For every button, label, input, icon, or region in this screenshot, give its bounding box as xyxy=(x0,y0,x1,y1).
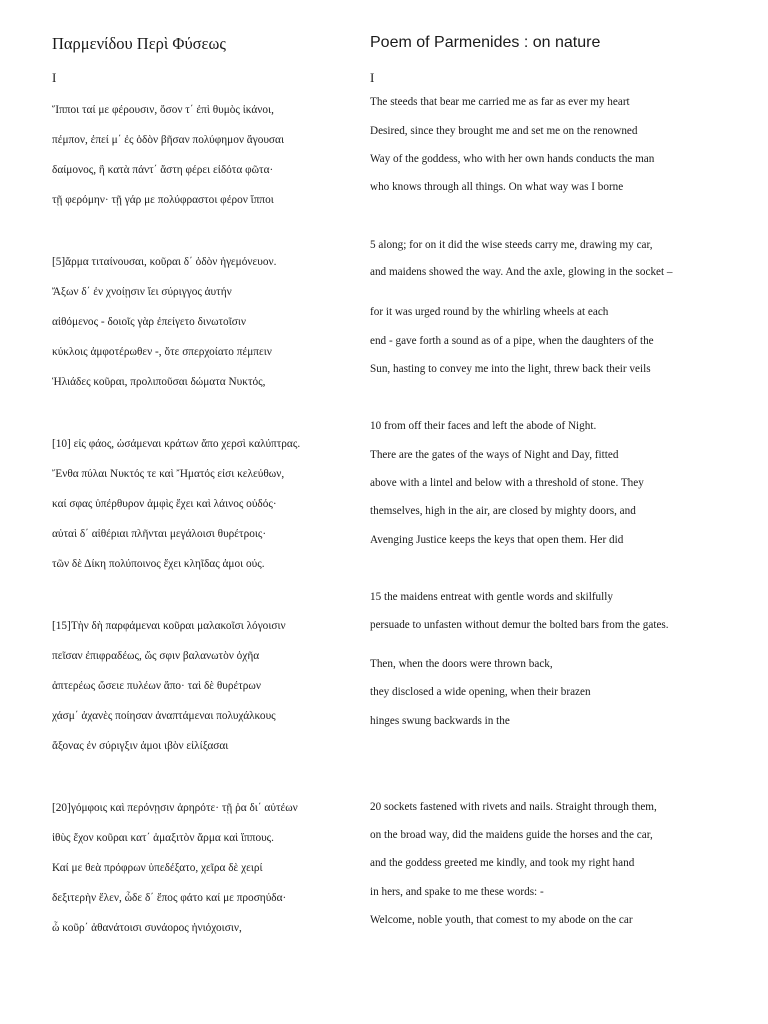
greek-line: Ἵπποι ταί με φέρουσιν, ὅσον τ΄ ἐπὶ θυμὸς ἱκάνοι, xyxy=(52,104,274,116)
english-line: 10 from off their faces and left the abode of Night. xyxy=(370,420,597,432)
english-line: 20 sockets fastened with rivets and nails. Straight through them, xyxy=(370,801,657,813)
greek-line: αἰθόμενος - δοιοῖς γὰρ ἐπείγετο δινωτοῖσιν xyxy=(52,316,246,328)
greek-line: τῶν δὲ Δίκη πολύποινος ἔχει κληῖδας ἀμοι ούς. xyxy=(52,558,265,570)
greek-line: δεξιτερὴν ἕλεν, ὧδε δ΄ ἔπος φάτο καί με προσηύδα· xyxy=(52,892,287,904)
english-line: above with a lintel and below with a threshold of stone. They xyxy=(370,477,644,489)
greek-line: πέμπον, ἐπεί μ΄ ἐς ὁδὸν βῆσαν πολύφημον ἄγουσαι xyxy=(52,134,284,146)
english-line: end - gave forth a sound as of a pipe, when the daughters of the xyxy=(370,335,654,347)
greek-line: τῇ φερόμην· τῇ γάρ με πολύφραστοι φέρον ἵπποι xyxy=(52,194,274,206)
english-section-number: I xyxy=(370,70,375,85)
english-line: they disclosed a wide opening, when their brazen xyxy=(370,686,591,698)
greek-line: καί σφας ὑπέρθυρον ἀμφὶς ἔχει καὶ λάινος οὐδός· xyxy=(52,498,277,510)
greek-line: [5]ἅρμα τιταίνουσαι, κοῦραι δ΄ ὁδὸν ἡγεμόνευον. xyxy=(52,256,277,268)
english-line: 15 the maidens entreat with gentle words and skilfully xyxy=(370,591,613,603)
greek-line: δαίμονος, ἣ κατὰ πάντ΄ ἄστη φέρει εἰδότα φῶτα· xyxy=(52,164,274,176)
greek-line: ἰθὺς ἔχον κοῦραι κατ΄ ἀμαξιτὸν ἅρμα καὶ ἵππους. xyxy=(52,832,274,844)
english-line: Desired, since they brought me and set me on the renowned xyxy=(370,125,638,137)
greek-line: [10] εἰς φάος, ὠσάμεναι κράτων ἄπο χερσὶ καλύπτρας. xyxy=(52,438,301,450)
greek-line: [20]γόμφοις καὶ περόνῃσιν ἀρηρότε· τῇ ῥα δι΄ αὐτέων xyxy=(52,802,298,814)
greek-line: πεῖσαν ἐπιφραδέως, ὥς σφιν βαλανωτὸν ὀχῆα xyxy=(52,650,260,662)
english-line: Way of the goddess, who with her own hands conducts the man xyxy=(370,153,655,165)
english-title: Poem of Parmenides : on nature xyxy=(370,34,601,51)
greek-line: κύκλοις ἀμφοτέρωθεν -, ὅτε σπερχοίατο πέμπειν xyxy=(52,346,272,358)
english-line: on the broad way, did the maidens guide the horses and the car, xyxy=(370,829,653,841)
english-line: Avenging Justice keeps the keys that open them. Her did xyxy=(370,534,624,546)
english-line: hinges swung backwards in the xyxy=(370,715,510,727)
greek-line: ἄξονας ἐν σύριγξιν ἀμοι ιβὸν εἰλίξασαι xyxy=(52,740,229,752)
english-line: in hers, and spake to me these words: - xyxy=(370,886,544,898)
greek-line: [15]Τὴν δὴ παρφάμεναι κοῦραι μαλακοῖσι λόγοισιν xyxy=(52,620,286,632)
english-line: who knows through all things. On what way was I borne xyxy=(370,181,624,193)
greek-line: ἀπτερέως ὤσειε πυλέων ἄπο· ταὶ δὲ θυρέτρων xyxy=(52,680,261,692)
english-line: for it was urged round by the whirling wheels at each xyxy=(370,306,609,318)
english-line: 5 along; for on it did the wise steeds carry me, drawing my car, xyxy=(370,239,653,251)
greek-line: Ἔνθα πύλαι Νυκτός τε καὶ Ἤματός εἰσι κελεύθων, xyxy=(52,468,285,480)
greek-line: Καί με θεὰ πρόφρων ὑπεδέξατο, χεῖρα δὲ χειρί xyxy=(52,862,263,874)
greek-line: ὦ κοῦρ΄ ἀθανάτοισι συνάορος ἡνιόχοισιν, xyxy=(52,922,242,934)
english-line: Then, when the doors were thrown back, xyxy=(370,658,553,670)
greek-section-number: I xyxy=(52,70,57,85)
english-line: The steeds that bear me carried me as far as ever my heart xyxy=(370,96,630,108)
english-line: There are the gates of the ways of Night and Day, fitted xyxy=(370,449,619,461)
greek-line: Ἄξων δ΄ ἐν χνοίῃσιν ἵει σύριγγος ἀυτήν xyxy=(52,286,232,298)
english-line: and maidens showed the way. And the axle, glowing in the socket – xyxy=(370,266,673,278)
english-line: persuade to unfasten without demur the bolted bars from the gates. xyxy=(370,619,669,631)
english-line: themselves, high in the air, are closed by mighty doors, and xyxy=(370,505,636,517)
greek-line: αὐταὶ δ΄ αἰθέριαι πλῆνται μεγάλοισι θυρέτροις· xyxy=(52,528,267,540)
english-line: Sun, hasting to convey me into the light, threw back their veils xyxy=(370,363,651,375)
english-line: Welcome, noble youth, that comest to my abode on the car xyxy=(370,914,633,926)
greek-line: χάσμ΄ ἀχανὲς ποίησαν ἀναπτάμεναι πολυχάλκους xyxy=(52,710,276,722)
greek-line: Ἡλιάδες κοῦραι, προλιποῦσαι δώματα Νυκτός, xyxy=(52,376,266,388)
english-line: and the goddess greeted me kindly, and took my right hand xyxy=(370,857,635,869)
greek-title: Παρμενίδου Περὶ Φύσεως xyxy=(52,34,226,53)
